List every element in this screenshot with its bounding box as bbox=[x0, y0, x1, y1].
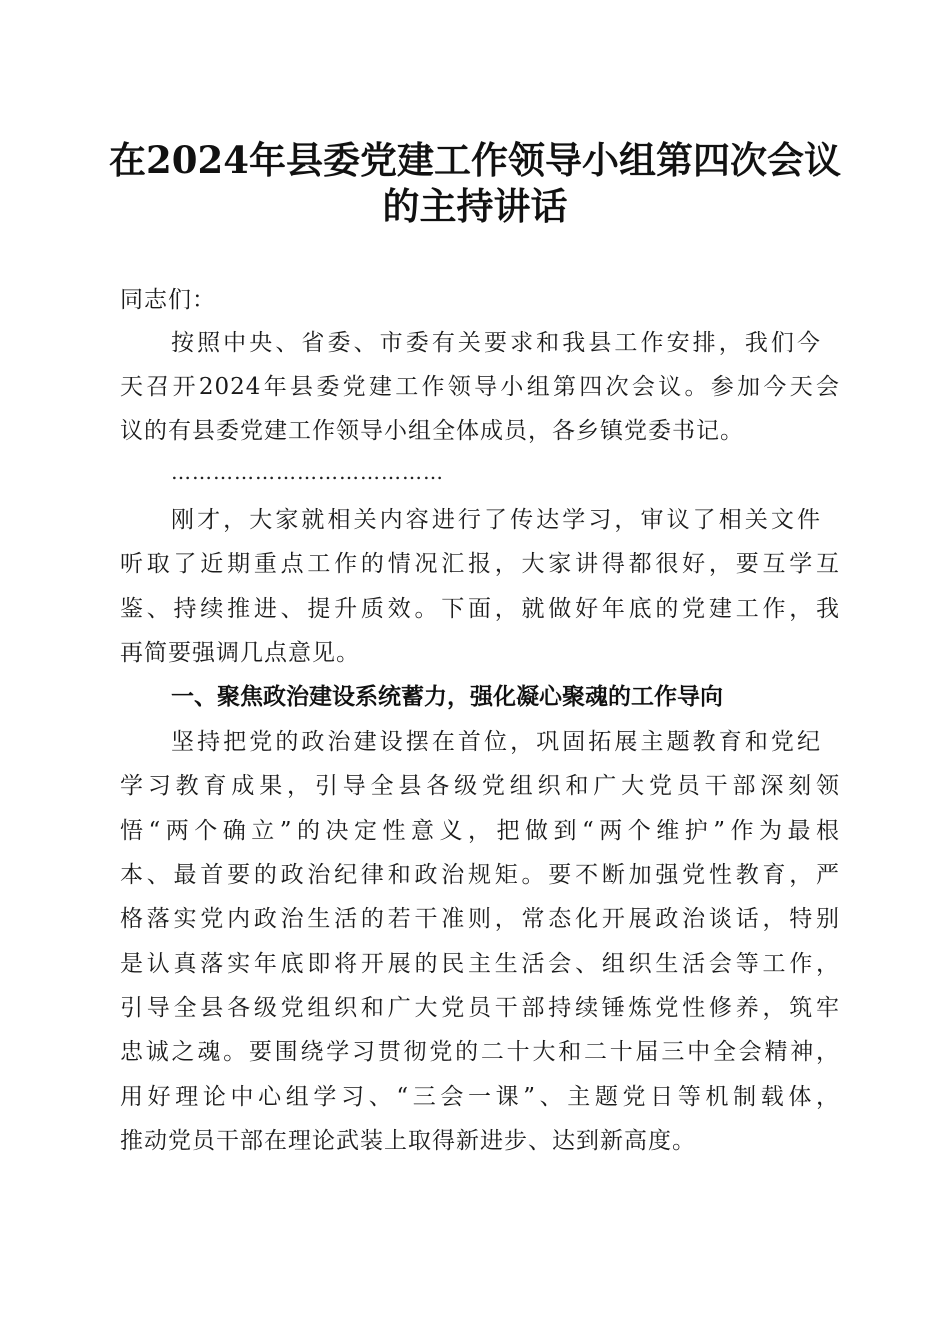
section1-heading: 一、聚焦政治建设系统蓄力，强化凝心聚魂的工作导向 bbox=[171, 684, 723, 710]
paragraph2-line3: 鉴、持续推进、提升质效。下面，就做好年底的党建工作，我 bbox=[120, 596, 840, 622]
paragraph3-line9: 用好理论中心组学习、“三会一课”、主题党日等机制载体， bbox=[120, 1084, 840, 1110]
paragraph2-line4: 再简要强调几点意见。 bbox=[120, 640, 360, 666]
paragraph2-line1: 刚才，大家就相关内容进行了传达学习，审议了相关文件 bbox=[171, 507, 821, 533]
document-title-line2: 的主持讲话 bbox=[382, 184, 568, 228]
paragraph2-line2: 听取了近期重点工作的情况汇报，大家讲得都很好，要互学互 bbox=[120, 551, 840, 577]
salutation: 同志们： bbox=[120, 287, 216, 313]
paragraph1-line3: 议的有县委党建工作领导小组全体成员，各乡镇党委书记。 bbox=[120, 418, 744, 444]
paragraph1-line1: 按照中央、省委、市委有关要求和我县工作安排，我们今 bbox=[171, 330, 821, 356]
paragraph3-line3: 悟“两个确立”的决定性意义，把做到“两个维护”作为最根 bbox=[120, 818, 840, 844]
paragraph3-line7: 引导全县各级党组织和广大党员干部持续锤炼党性修养，筑牢 bbox=[120, 995, 840, 1021]
paragraph1-line2: 天召开2024年县委党建工作领导小组第四次会议。参加今天会 bbox=[120, 374, 840, 400]
paragraph3-line10: 推动党员干部在理论武装上取得新进步、达到新高度。 bbox=[120, 1128, 696, 1154]
paragraph3-line6: 是认真落实年底即将开展的民主生活会、组织生活会等工作， bbox=[120, 951, 840, 977]
paragraph3-line4: 本、最首要的政治纪律和政治规矩。要不断加强党性教育，严 bbox=[120, 862, 840, 888]
document-title-line1: 在2024年县委党建工作领导小组第四次会议 bbox=[109, 138, 841, 182]
paragraph3-line2: 学习教育成果，引导全县各级党组织和广大党员干部深刻领 bbox=[120, 773, 840, 799]
ellipsis-separator: ………………………………… bbox=[171, 460, 444, 484]
paragraph3-line5: 格落实党内政治生活的若干准则，常态化开展政治谈话，特别 bbox=[120, 906, 840, 932]
paragraph3-line1: 坚持把党的政治建设摆在首位，巩固拓展主题教育和党纪 bbox=[171, 729, 821, 755]
paragraph3-line8: 忠诚之魂。要围绕学习贯彻党的二十大和二十届三中全会精神， bbox=[120, 1039, 840, 1065]
